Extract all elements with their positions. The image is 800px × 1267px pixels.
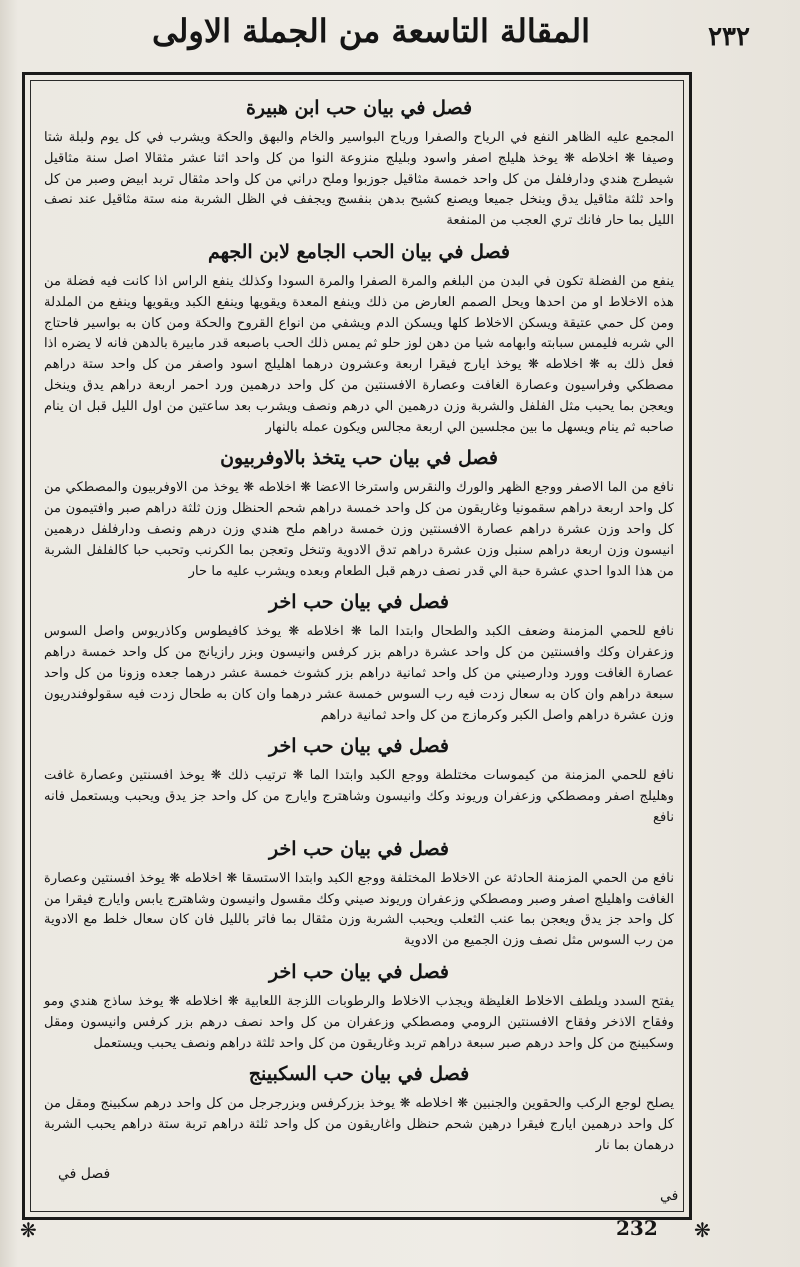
section-euphorbium: [44, 444, 674, 582]
page-number-arabic: ٢٣٢: [708, 22, 750, 52]
section-heading: فصل في بيان الحب الجامع لابن الجهم: [207, 240, 511, 263]
folio-number: 232: [616, 1216, 658, 1240]
section-paragraph: نافع للحمي المزمنة وضعف الكبد والطحال وابتدا الما ❋ اخلاطه ❋ يوخذ كافيطوس وكاذريوس واصل السوس وزعفران وكك وافسنتين من كل واحد عشرة دراهم بزر كرفس وانيسون وبزر رازيانج من كل واحد خمسة دراهم عصارة الغافت وورد ودارصيني من كل واحد ثمانية دراهم بزر كشوث خمسة عشر درهما جعده وزونا من كل واحد سبعة دراهم وان كان به سعال زدت فيه رب السوس خمسة عشر درهما وان كان به طحال زدت فيه سقولوفندريون وزن عشرة دراهم واصل الكبر وكرمازج من كل واحد ثمانية دراهم: [44, 624, 674, 723]
section-paragraph: نافع للحمي المزمنة من كيموسات مختلطة ووجع الكبد وابتدا الما ❋ ترتيب ذلك ❋ يوخذ افسنتين وعصارة غافت وهليلج اصفر ومصطكي وزعفران وريوند وكك وانيسون وشاهترج وايارج من كل واحد جز يدق ويحبب ويستعمل فانه نافع: [44, 768, 674, 825]
section-another-pill-2: [44, 732, 674, 828]
section-heading: فصل في بيان حب اخر: [269, 837, 449, 860]
flower-ornament-icon: ❋: [20, 1218, 37, 1242]
flower-ornament-icon: ❋: [694, 1218, 711, 1242]
section-heading: فصل في بيان حب السكبينج: [248, 1063, 470, 1086]
section-paragraph: نافع من الحمي المزمنة الحادثة عن الاخلاط المختلفة ووجع الكبد وابتدا الاستسقا ❋ اخلاطه ❋ يوخذ افسنتين وعصارة الغافت واهليلج اصفر وصبر ومصطكي وزعفران وريوند صيني وكك مقسول وانيسون وشاهترج يابس وايارج فيقرا من كل واحد جز يدق ويعجن بما عنب الثعلب ويحبب الشربة وزن مثقال بما فاتر بالليل فان كان سعال خلط مع الادوية من رب السوس مثل نصف وزن الجميع من الادوية: [44, 870, 674, 949]
bottom-note: في: [660, 1188, 679, 1204]
section-another-pill-4: [44, 958, 674, 1054]
section-another-pill-3: [44, 835, 674, 952]
section-heading: فصل في بيان حب يتخذ بالاوفربيون: [220, 447, 498, 470]
running-head: [60, 8, 760, 68]
section-paragraph: يصلح لوجع الركب والحقوين والجنبين ❋ اخلاطه ❋ يوخذ بزركرفس وبزرجرجل من كل واحد درهم سكبينج ومقل من كل واحد درهمين ايارج فيقرا درهين شحم حنظل واغاريقون من كل واحد ثلثة دراهم تربة ستة دراهم يحبب الشربة درهمان بما نار: [44, 1096, 674, 1153]
section-ibn-jahm: [44, 238, 674, 438]
section-paragraph: المجمع عليه الظاهر النفع في الرياح والصفرا ورياح البواسير والخام والبهق والحكة ويشرب في كل يوم ولبلة شتا وصيفا ❋ اخلاطه ❋ يوخذ هليلج اصفر واسود وبليلج منزوعة النوا من كل واحد اثنا عشر مثقالا اصل سنة مثاقيل شيطرج هندي ودارفلفل من كل واحد خمسة مثاقيل جوزبوا وملح دراني من كل واحد مثقال تربد ابيض وصبر من كل واحد ثلثة مثاقيل يدق وينخل جميعا ويصنع كشيح بدهن بنفسج ويجفف في الظل الشربة منه ستة مثاقيل عند نصف الليل بما حار فانك تري العجب من المنفعة: [44, 130, 674, 229]
catchword: فصل في: [58, 1166, 111, 1182]
section-ibn-hubayra: [44, 94, 674, 232]
section-another-pill-1: [44, 588, 674, 726]
running-title: المقالة التاسعة من الجملة الاولى: [151, 12, 590, 50]
main-text: [44, 90, 674, 1163]
section-paragraph: يفتح السدد ويلطف الاخلاط الغليظة ويجذب الاخلاط والرطوبات اللزجة اللعابية ❋ اخلاطه ❋ يوخذ ساذج هندي ومو وفقاح الاذخر وفقاح الافسنتين الرومي ومصطكي وزعفران من كل واحد نصف درهم بزر كرفس وانيسون ومقل وسكبينج من كل واحد درهم صبر سبعة دراهم تربد وغاريقون من كل واحد ثلثة دراهم ونصف يحبب ويستعمل: [44, 993, 674, 1051]
section-heading: فصل في بيان حب اخر: [269, 960, 449, 983]
section-heading: فصل في بيان حب اخر: [269, 591, 449, 614]
section-paragraph: نافع من الما الاصفر ووجع الظهر والورك والنقرس واسترخا الاعضا ❋ اخلاطه ❋ يوخذ من الاوفربيون والمصطكي من كل واحد اربعة دراهم سقمونيا وغاريقون من كل واحد خمسة دراهم شحم الحنظل وزن ثلثة دراهم صبر وافتيمون من كل واحد وزن عشرة دراهم عصارة الافسنتين وزن خمسة دراهم ملح هندي وزن درهم ونصف ودارفلفل درهمين انيسون وزن اربعة دراهم سنبل وزن عشرة دراهم تدق الادوية وتنخل وتعجن بما الكرنب وتحبب حبا كالفلفل الشربة من هذا الدوا احدي عشرة حبة الي قدر نصف درهم قبل الطعام وبعده ويشرب عليه ما حار: [44, 480, 674, 579]
section-heading: فصل في بيان حب اخر: [269, 735, 449, 758]
section-heading: فصل في بيان حب ابن هبيرة: [245, 97, 473, 119]
section-sagapenum: [44, 1060, 674, 1156]
section-paragraph: ينفع من الفضلة تكون في البدن من البلغم والمرة الصفرا والمرة السودا وكذلك ينفع الراس اذا كانت فيه فضلة من هذه الاخلاط او من احدها ويحل الصمم العارض من ذلك وينفع المعدة ويقويها وينفع الكبد ويقويها وينفع من الملدلة ومن كل حمي عتيقة ويسكن الاخلاط كلها ويسكن الدم ويشفي من انواع القروح والحكة ومن كان به بواسير فاحتاج الي شربه فليمس سبابته وابهامه شيا من دهن لوز حلو ثم يمس ذلك الحب باصبعه قدر مابيرة بالدهن فانه لا يضره اذا فعل ذلك به ❋ اخلاطه ❋ يوخذ ايارج فيقرا اربعة وعشرون درهما اهليلج اسود واصفر من كل واحد ستة دراهم مصطكي وفراسيون وعصارة الغافت وعصارة الافسنتين من كل واحد درهمين ورد احمر اربعة دراهم يدق وينخل ويعجن بما يحبب مثل الفلفل والشربة وزن درهمين الي درهم ونصف ويشرب بعد ساعتين من اول الليل قبل ان ينام صاحبه ثم ينام ويسهل ما بين مجلسين الي اربعة مجالس ويكون عمله بالنهار: [44, 273, 675, 435]
